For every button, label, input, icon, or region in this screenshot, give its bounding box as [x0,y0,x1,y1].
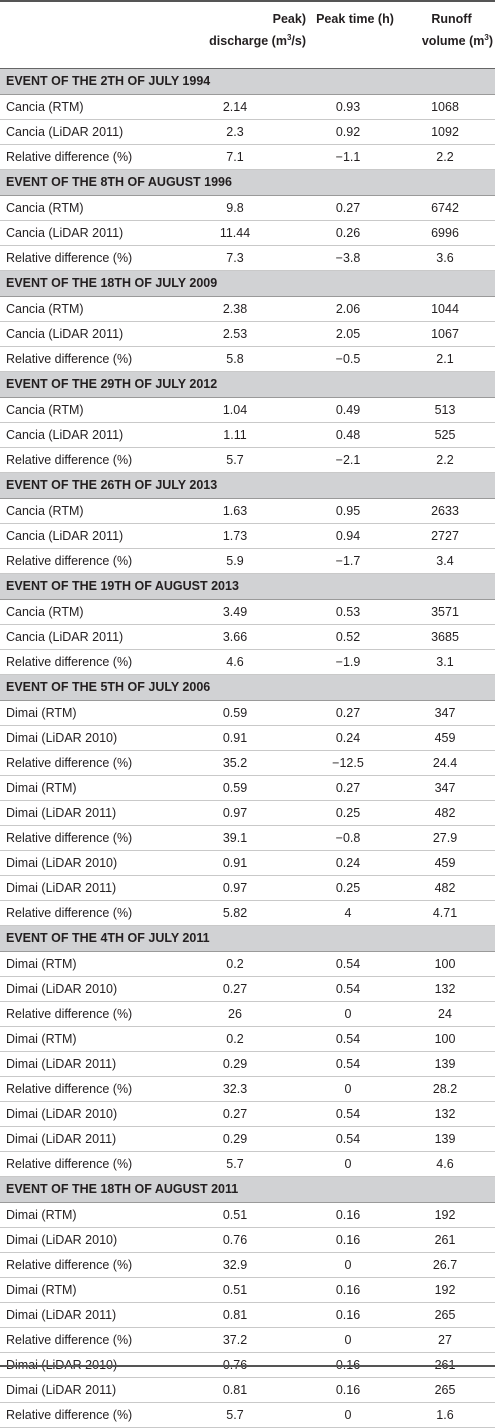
event-header-row [0,372,495,398]
table-row [0,1027,495,1052]
runoff-volume-cell: 24 [438,1007,452,1021]
row-label: Cancia (LiDAR 2011) [6,226,124,240]
event-title: EVENT OF THE 29TH OF JULY 2012 [6,377,218,391]
table-row [0,1152,495,1177]
peak-discharge-cell: 0.51 [222,1208,248,1222]
peak-discharge-cell: 2.3 [226,125,244,139]
event-header-row [0,69,495,95]
runoff-volume-cell: 27.9 [432,831,458,845]
peak-discharge-cell: 32.3 [222,1082,248,1096]
peak-time-cell: 0.54 [335,1107,361,1121]
runoff-volume-cell: 6742 [431,201,459,215]
table-row [0,977,495,1002]
peak-time-cell: −0.5 [335,352,361,366]
peak-discharge-cell: 0.27 [222,1107,248,1121]
runoff-volume-cell: 24.4 [432,756,458,770]
row-label: Cancia (LiDAR 2011) [6,428,124,442]
table-row [0,120,495,145]
peak-time-cell: −2.1 [335,453,361,467]
row-label: Dimai (LiDAR 2011) [6,1057,117,1071]
header-vol-line2-text: volume (m [421,34,485,48]
runoff-volume-cell: 4.6 [436,1157,454,1171]
table-row [0,95,495,120]
peak-time-cell: 0.27 [335,706,361,720]
runoff-volume-cell: 482 [434,806,456,820]
peak-discharge-cell: 5.9 [226,554,244,568]
runoff-volume-cell: 347 [434,706,456,720]
peak-time-cell: 0.26 [335,226,361,240]
peak-discharge-cell: 0.76 [222,1233,248,1247]
runoff-volume-cell: 1092 [431,125,459,139]
table-row [0,297,495,322]
table-row [0,901,495,926]
table-row [0,650,495,675]
event-header-row [0,473,495,499]
event-title: EVENT OF THE 26TH OF JULY 2013 [6,478,218,492]
peak-discharge-cell: 7.1 [226,150,244,164]
event-header-row [0,675,495,701]
row-label: Dimai (RTM) [6,1283,77,1297]
table-row [0,952,495,977]
runoff-volume-cell: 2727 [431,529,459,543]
runoff-volume-cell: 265 [434,1308,456,1322]
peak-discharge-cell: 5.7 [226,453,244,467]
table-row [0,1052,495,1077]
table-row [0,1077,495,1102]
event-header-row [0,574,495,600]
peak-time-cell: 0 [344,1258,352,1272]
peak-time-cell: 0.54 [335,1057,361,1071]
table-row [0,499,495,524]
peak-time-cell: −3.8 [335,251,361,265]
table-row [0,1278,495,1303]
table-row [0,625,495,650]
row-label: Relative difference (%) [6,1007,133,1021]
runoff-volume-cell: 100 [434,1032,456,1046]
peak-discharge-cell: 0.27 [222,982,248,996]
peak-time-cell: −1.7 [335,554,361,568]
peak-discharge-cell: 9.8 [226,201,244,215]
peak-time-cell: 0.16 [335,1208,361,1222]
peak-time-cell: 0.54 [335,982,361,996]
peak-time-cell: 0.53 [335,605,361,619]
peak-time-cell: 0.92 [335,125,361,139]
table-row [0,600,495,625]
event-title: EVENT OF THE 8TH OF AUGUST 1996 [6,175,232,189]
peak-discharge-cell: 0.81 [222,1383,248,1397]
runoff-volume-cell: 482 [434,881,456,895]
peak-discharge-cell: 4.6 [226,655,244,669]
peak-discharge-cell: 0.2 [226,957,244,971]
peak-time-cell: 0.48 [335,428,361,442]
table-row [0,701,495,726]
runoff-volume-cell: 525 [434,428,456,442]
row-label: Dimai (RTM) [6,1032,77,1046]
row-label: Relative difference (%) [6,1258,133,1272]
row-label: Dimai (LiDAR 2011) [6,1132,117,1146]
peak-time-cell: 0 [344,1333,352,1347]
table-row [0,851,495,876]
table-row [0,524,495,549]
runoff-volume-cell: 139 [434,1132,456,1146]
runoff-volume-cell: 100 [434,957,456,971]
row-label: Cancia (RTM) [6,605,84,619]
table-row [0,246,495,271]
table-row [0,145,495,170]
peak-discharge-cell: 5.82 [222,906,248,920]
row-label: Dimai (RTM) [6,781,77,795]
peak-discharge-cell: 7.3 [226,251,244,265]
runoff-volume-cell: 1.6 [436,1408,454,1422]
peak-time-cell: 4 [344,906,352,920]
runoff-volume-cell: 1068 [431,100,459,114]
event-title: EVENT OF THE 18TH OF AUGUST 2011 [6,1182,239,1196]
runoff-volume-cell: 2.1 [436,352,454,366]
peak-discharge-cell: 5.7 [226,1157,244,1171]
row-label: Cancia (LiDAR 2011) [6,630,124,644]
peak-discharge-cell: 2.38 [222,302,248,316]
table-row [0,751,495,776]
header-vol-line2 [408,30,495,52]
row-label: Dimai (LiDAR 2010) [6,1233,118,1247]
table-row [0,1228,495,1253]
row-label: Dimai (LiDAR 2010) [6,982,118,996]
table-row [0,322,495,347]
peak-time-cell: 0.27 [335,201,361,215]
row-label: Dimai (LiDAR 2011) [6,806,117,820]
peak-time-cell: 0 [344,1007,352,1021]
table-row [0,1002,495,1027]
peak-time-cell: 0.16 [335,1283,361,1297]
event-title: EVENT OF THE 2TH OF JULY 1994 [6,74,211,88]
runoff-volume-cell: 3685 [431,630,459,644]
table-row [0,776,495,801]
peak-discharge-cell: 1.73 [222,529,248,543]
row-label: Dimai (LiDAR 2010) [6,731,118,745]
runoff-volume-cell: 6996 [431,226,459,240]
row-label: Dimai (LiDAR 2010) [6,1107,118,1121]
runoff-volume-cell: 1044 [431,302,459,316]
peak-time-cell: −0.8 [335,831,361,845]
header-vol-sup: 3 [484,32,489,42]
event-header-row [0,271,495,297]
peak-time-cell: 0.24 [335,856,361,870]
peak-time-cell: 0.16 [335,1383,361,1397]
header-vol-line1: Runoff [431,12,472,26]
runoff-volume-cell: 3571 [431,605,459,619]
row-label: Relative difference (%) [6,1408,133,1422]
event-title: EVENT OF THE 4TH OF JULY 2011 [6,931,210,945]
table-row [0,423,495,448]
runoff-volume-cell: 3.4 [436,554,454,568]
peak-discharge-cell: 0.97 [222,881,248,895]
runoff-volume-cell: 132 [434,982,456,996]
row-label: Cancia (LiDAR 2011) [6,529,124,543]
table-row [0,1102,495,1127]
runoff-volume-cell: 1067 [431,327,459,341]
row-label: Relative difference (%) [6,1333,133,1347]
header-peak-line1: Peak) [272,12,306,26]
peak-time-cell: 0.93 [335,100,361,114]
peak-discharge-cell: 0.59 [222,781,248,795]
peak-time-cell: 0.49 [335,403,361,417]
peak-discharge-cell: 0.81 [222,1308,248,1322]
runoff-volume-cell: 2.2 [436,453,454,467]
header-runoff-volume [408,8,495,52]
header-peak-sup: 3 [286,32,292,42]
row-label: Dimai (RTM) [6,706,77,720]
peak-time-cell: −1.9 [335,655,361,669]
runoff-volume-cell: 4.71 [432,906,458,920]
peak-time-cell: 0 [344,1408,352,1422]
row-label: Dimai (RTM) [6,1208,77,1222]
row-label: Cancia (RTM) [6,302,84,316]
runoff-volume-cell: 192 [434,1208,456,1222]
peak-time-cell: 0.54 [335,1032,361,1046]
peak-time-cell: 2.06 [335,302,361,316]
table-row [0,726,495,751]
peak-discharge-cell: 1.11 [223,428,247,442]
peak-discharge-cell: 39.1 [222,831,248,845]
table-row [0,347,495,372]
runoff-volume-cell: 347 [434,781,456,795]
event-title: EVENT OF THE 5TH OF JULY 2006 [6,680,211,694]
table-header [0,2,495,69]
peak-discharge-cell: 0.29 [222,1057,248,1071]
table-row [0,876,495,901]
header-peak-line2-text: discharge (m [209,34,287,48]
peak-discharge-cell: 5.8 [226,352,244,366]
peak-discharge-cell: 0.91 [222,731,248,745]
runoff-volume-cell: 261 [434,1233,456,1247]
peak-time-cell: 0.25 [335,806,361,820]
table-row [0,448,495,473]
row-label: Relative difference (%) [6,453,133,467]
table-row [0,1303,495,1328]
header-peak-discharge [160,8,308,52]
table-row [0,826,495,851]
table-row [0,801,495,826]
row-label: Cancia (LiDAR 2011) [6,327,124,341]
peak-time-cell: 0.52 [335,630,361,644]
table-body [0,69,495,1428]
peak-time-cell: 0.27 [335,781,361,795]
runoff-volume-cell: 2633 [431,504,459,518]
table-row [0,549,495,574]
peak-discharge-cell: 0.29 [222,1132,248,1146]
peak-time-cell: −1.1 [335,150,361,164]
runoff-volume-cell: 3.1 [436,655,454,669]
peak-discharge-cell: 0.2 [226,1032,244,1046]
runoff-volume-cell: 3.6 [436,251,454,265]
peak-discharge-cell: 32.9 [222,1258,248,1272]
runoff-volume-cell: 28.2 [432,1082,458,1096]
peak-time-cell: 0.54 [335,1132,361,1146]
header-vol-tail: ) [488,34,493,48]
peak-discharge-cell: 2.14 [222,100,248,114]
peak-time-cell: 0.95 [335,504,361,518]
peak-discharge-cell: 0.91 [222,856,248,870]
row-label: Cancia (RTM) [6,100,84,114]
row-label: Relative difference (%) [6,1082,133,1096]
header-peak-line2 [160,30,308,52]
peak-discharge-cell: 11.44 [219,226,251,240]
peak-time-cell: 0.16 [335,1308,361,1322]
row-label: Relative difference (%) [6,831,133,845]
table-row [0,1378,495,1403]
row-label: Dimai (RTM) [6,957,77,971]
peak-time-cell: 0 [344,1157,352,1171]
table-row [0,1253,495,1278]
row-label: Dimai (LiDAR 2011) [6,1383,117,1397]
runoff-volume-cell: 132 [434,1107,456,1121]
row-label: Dimai (LiDAR 2010) [6,856,118,870]
peak-discharge-cell: 37.2 [222,1333,248,1347]
peak-discharge-cell: 5.7 [226,1408,244,1422]
peak-discharge-cell: 0.51 [222,1283,248,1297]
peak-discharge-cell: 26 [228,1007,242,1021]
header-peak-time: Peak time (h) [316,12,394,26]
runoff-volume-cell: 459 [434,731,456,745]
row-label: Relative difference (%) [6,906,133,920]
peak-discharge-cell: 3.49 [222,605,248,619]
row-label: Relative difference (%) [6,150,133,164]
row-label: Cancia (RTM) [6,403,84,417]
peak-time-cell: 0.54 [335,957,361,971]
row-label: Relative difference (%) [6,352,133,366]
row-label: Relative difference (%) [6,554,133,568]
runoff-volume-cell: 27 [438,1333,452,1347]
table-row [0,221,495,246]
row-label: Cancia (RTM) [6,201,84,215]
runoff-volume-cell: 2.2 [436,150,454,164]
row-label: Relative difference (%) [6,756,133,770]
peak-discharge-cell: 3.66 [222,630,248,644]
row-label: Dimai (LiDAR 2011) [6,1308,117,1322]
table-row [0,1127,495,1152]
peak-time-cell: 0 [344,1082,352,1096]
row-label: Relative difference (%) [6,1157,133,1171]
event-title: EVENT OF THE 19TH OF AUGUST 2013 [6,579,239,593]
runoff-volume-cell: 459 [434,856,456,870]
row-label: Cancia (RTM) [6,504,84,518]
row-label: Dimai (LiDAR 2011) [6,881,117,895]
row-label: Relative difference (%) [6,655,133,669]
runoff-volume-cell: 192 [434,1283,456,1297]
peak-discharge-cell: 0.97 [222,806,248,820]
peak-time-cell: −12.5 [332,756,364,770]
peak-discharge-cell: 1.04 [222,403,248,417]
table-row [0,1328,495,1353]
row-label: Relative difference (%) [6,251,133,265]
event-header-row [0,1177,495,1203]
event-header-row [0,170,495,196]
row-label: Cancia (LiDAR 2011) [6,125,124,139]
table-row [0,1403,495,1428]
runoff-volume-cell: 265 [434,1383,456,1397]
header-peak-tail: /s) [291,34,306,48]
peak-discharge-cell: 35.2 [222,756,248,770]
runoff-volume-cell: 26.7 [432,1258,458,1272]
peak-discharge-cell: 1.63 [222,504,248,518]
table-row [0,1203,495,1228]
event-title: EVENT OF THE 18TH OF JULY 2009 [6,276,218,290]
peak-discharge-cell: 2.53 [222,327,248,341]
table-row [0,398,495,423]
runoff-volume-cell: 513 [434,403,456,417]
peak-discharge-cell: 0.59 [222,706,248,720]
peak-time-cell: 0.25 [335,881,361,895]
table-row [0,196,495,221]
peak-time-cell: 2.05 [335,327,361,341]
peak-time-cell: 0.24 [335,731,361,745]
peak-time-cell: 0.94 [335,529,361,543]
runoff-volume-cell: 139 [434,1057,456,1071]
event-header-row [0,926,495,952]
peak-time-cell: 0.16 [335,1233,361,1247]
